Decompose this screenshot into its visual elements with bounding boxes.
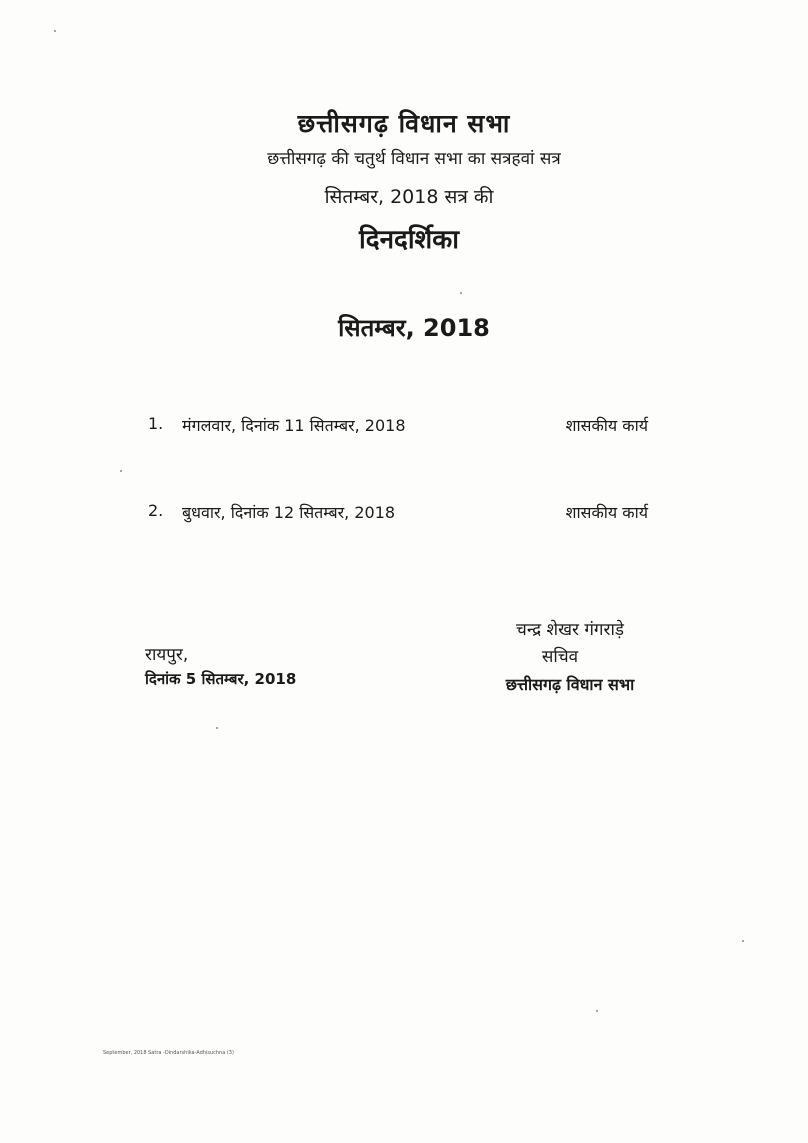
scan-speck	[596, 1010, 598, 1012]
scan-speck	[742, 940, 744, 942]
issue-date: दिनांक 5 सितम्बर, 2018	[145, 670, 297, 688]
schedule-day: मंगलवार, दिनांक 11 सितम्बर, 2018	[182, 416, 406, 435]
signatory-name: चन्द्र शेखर गंगराड़े	[516, 620, 624, 640]
scan-speck	[460, 292, 462, 294]
scan-speck	[216, 727, 218, 729]
month-heading: सितम्बर, 2018	[338, 314, 490, 342]
issue-place: रायपुर,	[145, 645, 189, 665]
org-title: छत्तीसगढ़ विधान सभा	[297, 109, 511, 138]
signatory-organization: छत्तीसगढ़ विधान सभा	[505, 675, 635, 694]
schedule-number: 1.	[148, 414, 164, 433]
scan-speck	[54, 30, 56, 32]
schedule-day: बुधवार, दिनांक 12 सितम्बर, 2018	[182, 503, 396, 522]
schedule-work: शासकीय कार्य	[565, 416, 648, 435]
schedule-number: 2.	[148, 501, 164, 520]
document-title: दिनदर्शिका	[359, 225, 459, 255]
signature-block	[470, 617, 670, 698]
session-line: छत्तीसगढ़ की चतुर्थ विधान सभा का सत्रहवां सत्र	[267, 149, 561, 169]
month-session-line: सितम्बर, 2018 सत्र की	[324, 186, 494, 208]
footer-note: September, 2018 Satra -Dindarshika-Adhisuchna (3)	[103, 1050, 234, 1056]
scan-speck	[120, 470, 122, 472]
schedule-work: शासकीय कार्य	[565, 503, 648, 522]
signatory-designation: सचिव	[541, 647, 579, 667]
